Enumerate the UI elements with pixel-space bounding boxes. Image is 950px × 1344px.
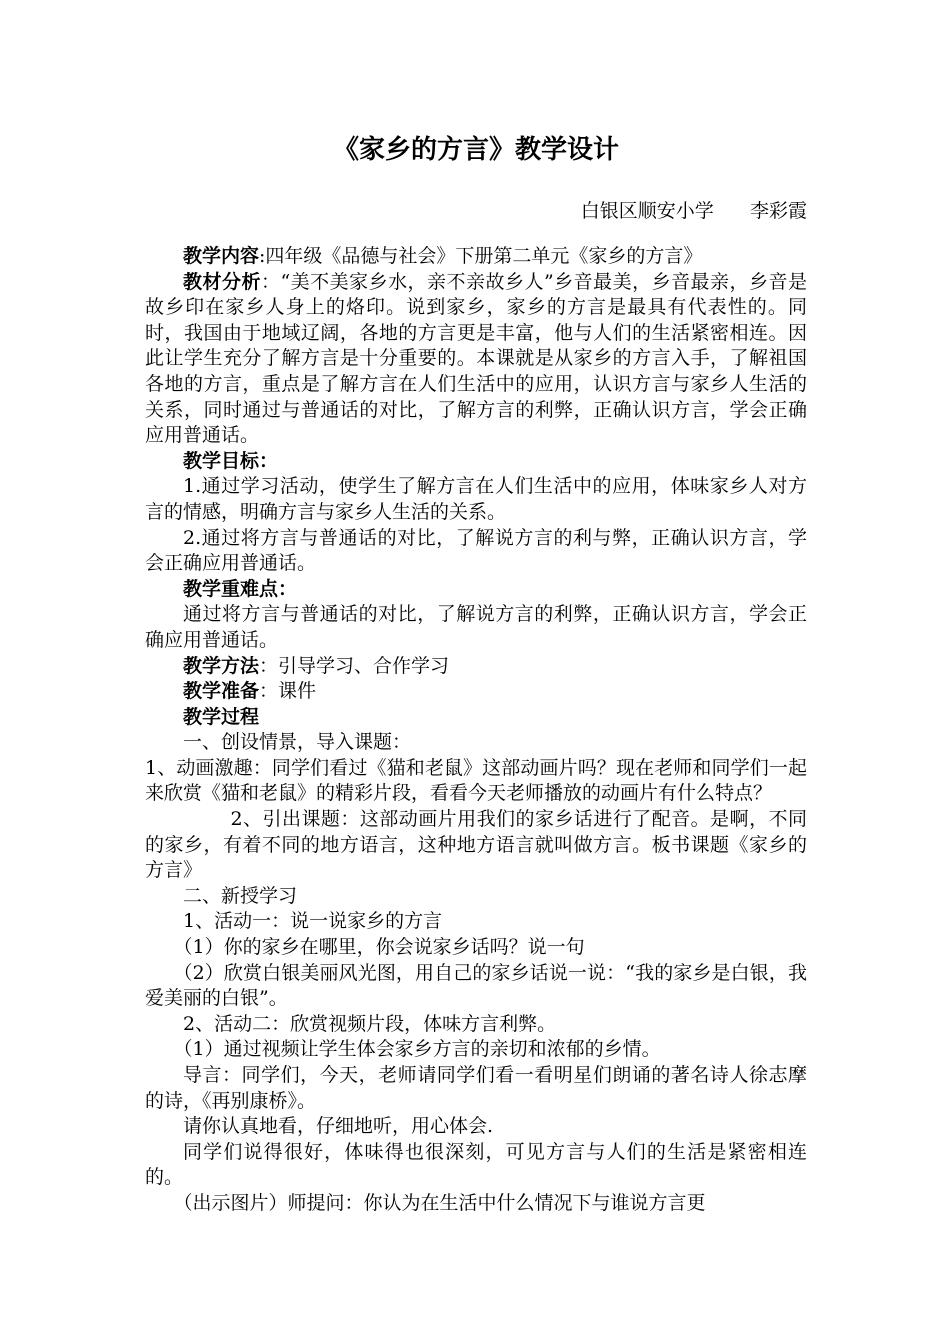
key-text: 通过将方言与普通话的对比，了解说方言的利弊，正确认识方言，学会正确应用普通话。: [145, 603, 807, 651]
analysis-text: ：“美不美家乡水，亲不亲故乡人”乡音最美，乡音最亲，乡音是故乡印在家乡人身上的烙印。说到家乡，家乡的方言是最具有代表性的。同时，我国由于地域辽阔，各地的方言更是丰富，他与人们的生活紧密相连。因此让学生充分了解方言是十分重要的。本课就是从家乡的方言入手，了解祖国各地的方言，重点是了解方言在人们生活中的应用，认识方言与家乡人生活的关系，同时通过与普通话的对比，了解方言的利弊，正确认识方言，学会正确应用普通话。: [145, 270, 807, 447]
method-text: ：引导学习、合作学习: [259, 654, 450, 677]
prep-label: 教学准备: [183, 680, 260, 703]
process-paragraph-5: 1、活动一：说一说家乡的方言: [183, 910, 443, 933]
goal-2: 2.通过将方言与普通话的对比，了解说方言的利与弊，正确认识方言，学会正确应用普通话。: [145, 526, 807, 575]
process-paragraph-3: 2、引出课题：这部动画片用我们的家乡话进行了配音。是啊，不同的家乡，有着不同的地方语言，这种地方语言就叫做方言。板书课题《家乡的方言》: [145, 808, 807, 882]
process-paragraph-10: 导言：同学们，今天，老师请同学们看一看明星们朗诵的著名诗人徐志摩的诗，《再别康桥》。: [145, 1064, 807, 1112]
process-heading: [145, 705, 807, 731]
goals-label: 教学目标：: [183, 449, 279, 472]
document-body: [145, 244, 807, 1217]
key-label: 教学重难点：: [183, 577, 298, 600]
method-label: 教学方法: [183, 654, 260, 677]
method-paragraph: [145, 654, 807, 680]
content-paragraph: [145, 244, 807, 270]
process-paragraph-7: （2）欣赏白银美丽风光图，用自己的家乡话说一说：“我的家乡是白银，我爱美丽的白银”。: [145, 961, 807, 1010]
goal-1: 1.通过学习活动，使学生了解方言在人们生活中的应用，体味家乡人对方言的情感，明确方言与家乡人生活的关系。: [145, 475, 807, 523]
content-text: :四年级《品德与社会》下册第二单元《家乡的方言》: [259, 245, 703, 267]
author-line: 白银区顺安小学 李彩霞: [580, 200, 807, 222]
process-paragraph-8: 2、活动二：欣赏视频片段，体味方言利弊。: [183, 1012, 557, 1035]
document-title: 《家乡的方言》教学设计: [332, 135, 619, 165]
process-paragraph-12: 同学们说得很好，体味得也很深刻，可见方言与人们的生活是紧密相连的。: [145, 1140, 807, 1189]
process-paragraph-13: （出示图片）师提问：你认为在生活中什么情况下与谁说方言更: [173, 1191, 706, 1214]
process-label: 教学过程: [183, 705, 260, 728]
prep-paragraph: [145, 679, 807, 705]
goals-heading: [145, 449, 807, 475]
process-paragraph-6: （1）你的家乡在哪里，你会说家乡话吗？说一句: [173, 936, 585, 959]
process-paragraph-1: 一、创设情景，导入课题：: [183, 731, 412, 754]
analysis-paragraph: [145, 270, 807, 449]
process-paragraph-11: 请你认真地看，仔细地听，用心体会.: [183, 1115, 494, 1138]
key-heading: [145, 577, 807, 603]
process-paragraph-9: （1）通过视频让学生体会家乡方言的亲切和浓郁的乡情。: [173, 1038, 661, 1061]
process-paragraph-2: 1、动画激趣：同学们看过《猫和老鼠》这部动画片吗？现在老师和同学们一起来欣赏《猫和老鼠》的精彩片段，看看今天老师播放的动画片有什么特点？: [145, 756, 807, 805]
analysis-label: 教材分析: [183, 270, 261, 293]
prep-text: ：课件: [259, 680, 317, 703]
content-label: 教学内容: [183, 245, 260, 267]
process-paragraph-4: 二、新授学习: [183, 884, 298, 907]
